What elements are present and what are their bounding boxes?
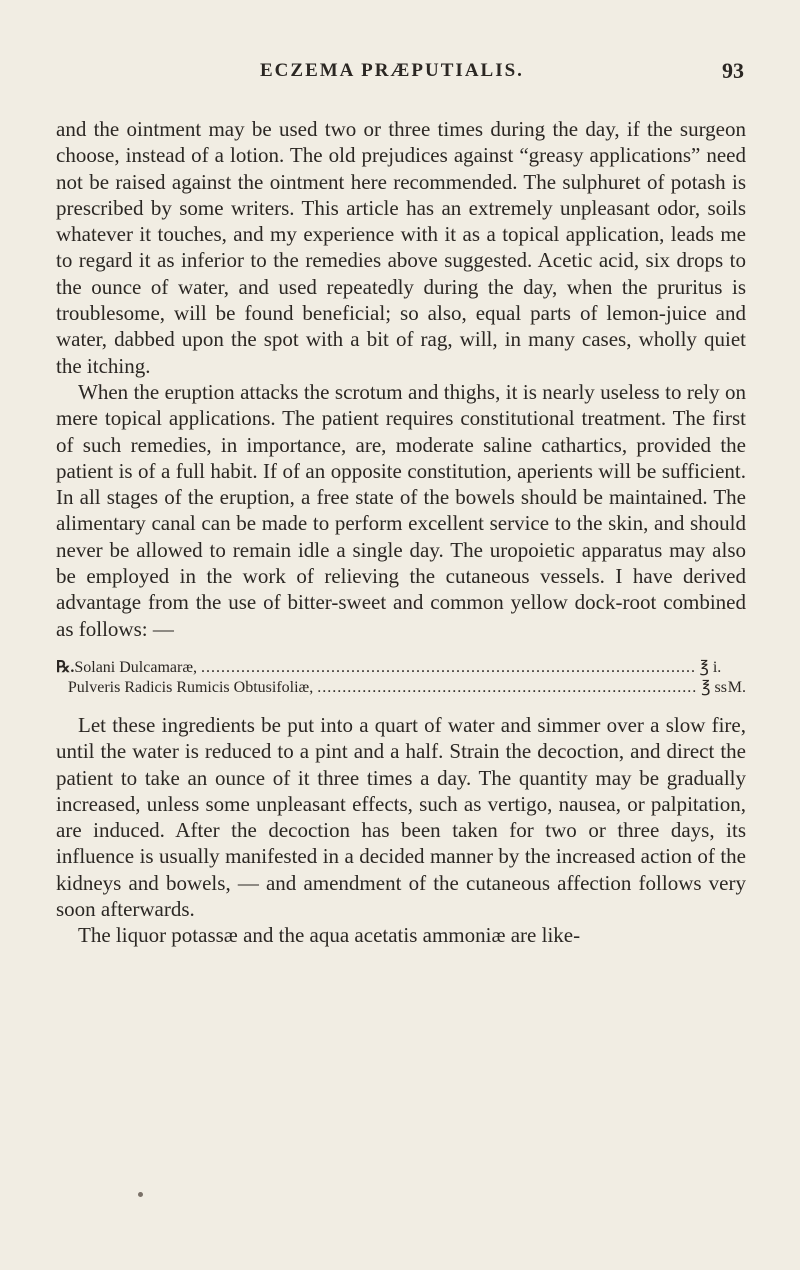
ink-speck [138,1192,143,1197]
prescription-line-1 [56,658,746,678]
paragraph-4: The liquor potassæ and the aqua acetatis ammoniæ are like- [78,923,581,948]
prescription-line-2 [56,678,746,698]
recipe-symbol: ℞. [56,658,75,676]
ingredient-name: Solani Dulcamaræ, [74,658,197,676]
page-number: 93 [722,58,744,83]
ingredient-name: Pulveris Radicis Rumicis Obtusifoliæ, [67,678,314,696]
paragraph-1: and the ointment may be used two or three times during the day, if the surgeon choose, instead of a lotion. The old prejudices against “greasy applications” need not be raised against the ointment here recommended. The sulphuret of potash is prescribed by some writers. This article has an extremely unpleasant odor, soils whatever it touches, and my experience with it as a topical application, leads me to regard it as inferior to the remedies above suggested. Acetic acid, six drops to the ounce of water, and used repeatedly during the day, when the pruritus is troublesome, will be found beneficial; so also, equal parts of lemon-juice and water, dabbed upon the spot with a bit of rag, will, in many cases, wholly quiet the itching. [56,117,746,378]
ingredient-quantity: ℥ i. [699,658,722,676]
ingredient-quantity: ℥ ss [701,678,727,696]
prescription [56,658,746,698]
paragraph-3: Let these ingredients be put into a quart of water and simmer over a slow fire, until the water is reduced to a pint and a half. Strain the decoction, and direct the patient to take an ounce of it three times a day. The quantity may be gradually increased, unless some unpleasant effects, such as vertigo, nausea, or palpitation, are induced. After the decoction has been taken for two or three days, its influence is usually manifested in a decided manner by the increased action of the kidneys and bowels, — and amendment of the cutaneous affection follows very soon afterwards. [56,712,746,922]
paragraph-2: When the eruption attacks the scrotum and thighs, it is nearly useless to rely on mere topical applications. The patient requires constitutional treatment. The first of such remedies, in importance, are, moderate saline cathartics, provided the patient is of a full habit. If of an opposite constitution, aperients will be sufficient. In all stages of the eruption, a free state of the bowels should be maintained. The alimentary canal can be made to perform excellent service to the skin, and should never be allowed to remain idle a single day. The uropoietic apparatus may also be employed in the work of relieving the cutaneous vessels. I have derived advantage from the use of bitter-sweet and common yellow dock-root combined as follows: — [56,379,746,641]
dot-leader [317,678,697,698]
mix-instruction: M. [727,678,746,696]
running-title: ECZEMA PRÆPUTIALIS. [260,60,524,81]
body-text [56,116,746,949]
dot-leader [201,658,696,678]
